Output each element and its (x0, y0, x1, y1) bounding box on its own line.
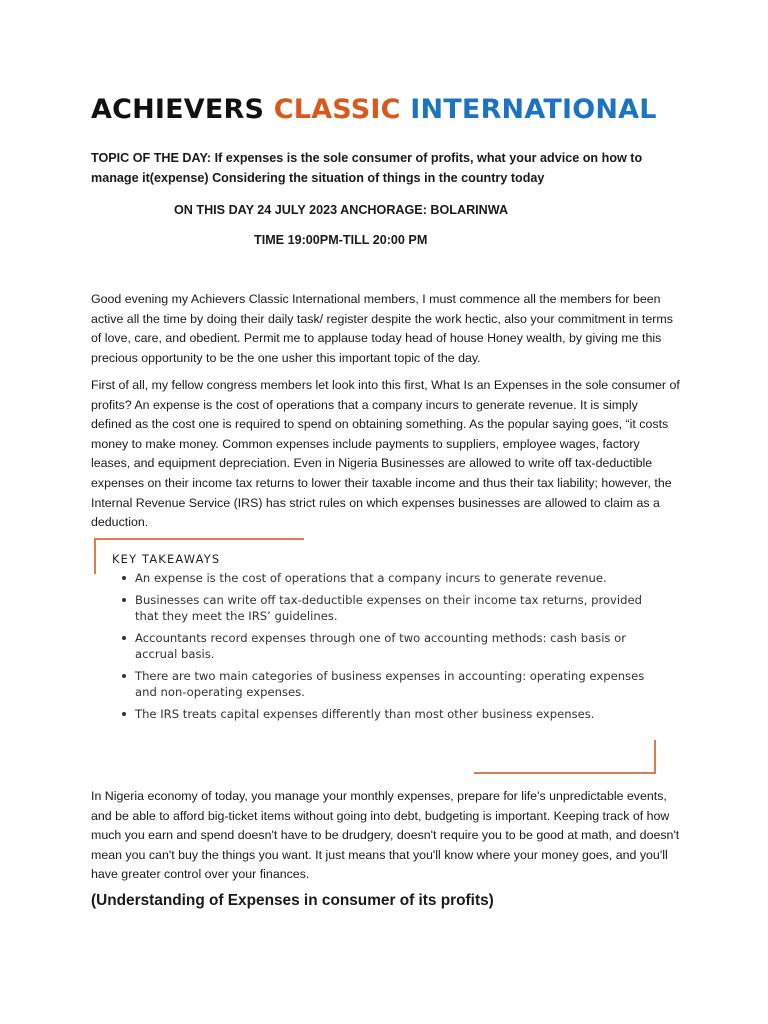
section-subheading: (Understanding of Expenses in consumer of its profits) (91, 892, 494, 909)
key-takeaways-right-border (654, 740, 656, 774)
key-takeaway-item: The IRS treats capital expenses differently than most other business expenses. (135, 706, 645, 722)
key-takeaway-item: There are two main categories of business expenses in accounting: operating expenses and non-operating expenses. (135, 669, 645, 699)
title-word-international: INTERNATIONAL (410, 94, 657, 125)
key-takeaways-box (94, 538, 656, 774)
key-takeaways-top-border (94, 538, 304, 540)
key-takeaway-item: An expense is the cost of operations that a company incurs to generate revenue. (135, 570, 645, 586)
key-takeaway-item: Businesses can write off tax-deductible expenses on their income tax returns, provided that they meet the IRS’ guidelines. (135, 592, 645, 624)
title-word-achievers: ACHIEVERS (91, 94, 265, 125)
title-word-classic: CLASSIC (273, 94, 401, 125)
key-takeaways-list (116, 570, 645, 728)
paragraph-expense-definition: First of all, my fellow congress members let look into this first, What Is an Expenses in the sole consumer of profits? An expense is the cost of operations that a company incurs to generate revenue. It is simply defined as the cost one is required to spend on obtaining something. As the popular saying goes, “it costs money to make money. Common expenses include payments to suppliers, employee wages, factory leases, and equipment depreciation. Even in Nigeria Businesses are allowed to write off tax-deductible expenses on their income tax returns to lower their taxable income and thus their tax liability; however, the Internal Revenue Service (IRS) has strict rules on which expenses businesses are allowed to claim as a deduction. (91, 378, 680, 530)
key-takeaways-bottom-border (474, 772, 656, 774)
key-takeaway-item: Accountants record expenses through one of two accounting methods: cash basis or accrual basis. (135, 630, 645, 662)
key-takeaways-left-border (94, 538, 96, 574)
paragraph-greeting: Good evening my Achievers Classic International members, I must commence all the members for been active all the time by doing their daily task/ register despite the work hectic, also your commitment in terms of love, care, and obedient. Permit me to applause today head of house Honey wealth, by giving me this precious opportunity to be the one usher this important topic of the day. (91, 292, 673, 365)
time-line: TIME 19:00PM-TILL 20:00 PM (254, 233, 428, 247)
key-takeaways-title: KEY TAKEAWAYS (112, 552, 221, 566)
paragraph-nigeria-economy: In Nigeria economy of today, you manage your monthly expenses, prepare for life's unpredictable events, and be able to afford big-ticket items without going into debt, budgeting is important. Keeping track of how much you earn and spend doesn't have to be drudgery, doesn't require you to be good at math, and doesn't mean you can't buy the things you want. It just means that you'll know where your money goes, and you'll have greater control over your finances. (91, 789, 680, 882)
document-title (91, 94, 657, 125)
date-anchorage-line: ON THIS DAY 24 JULY 2023 ANCHORAGE: BOLARINWA (174, 203, 509, 217)
topic-of-the-day: TOPIC OF THE DAY: If expenses is the sole consumer of profits, what your advice on how to manage it(expense) Considering the situation of things in the country today (91, 151, 643, 185)
